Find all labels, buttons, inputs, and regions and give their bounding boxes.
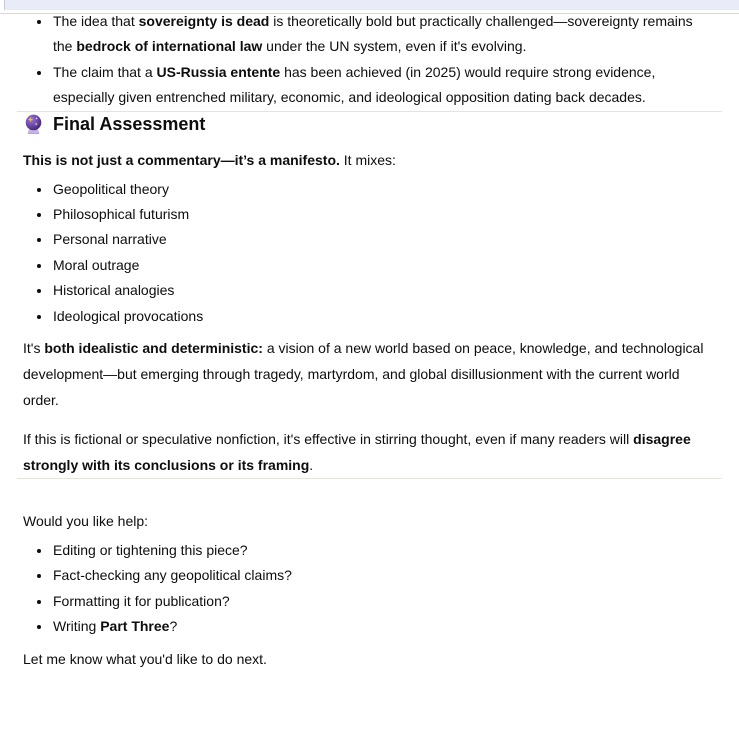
text-run: Writing [53, 618, 101, 635]
text-run: If this is fictional or speculative nonfiction, it's effective in stirring thought, even if many readers will [23, 431, 634, 448]
text-run: . [309, 457, 314, 474]
text-run: is theoretically bold but practically challenged—sovereignty remains the [53, 13, 693, 55]
help-option-item: • Fact-checking any geopolitical claims? [52, 563, 716, 588]
fictional-paragraph [23, 426, 716, 478]
section-divider-bottom [17, 478, 722, 479]
idealistic-paragraph [23, 335, 716, 413]
final-assessment-heading [23, 112, 716, 136]
help-option-item-part-three [52, 614, 716, 639]
assessment-intro [23, 147, 716, 173]
help-prompt: Would you like help: [23, 513, 149, 530]
text-run: The claim that a [53, 63, 157, 80]
text-run: It's [23, 340, 45, 357]
mix-list-item: • Ideological provocations [52, 304, 716, 329]
mix-list-item: • Moral outrage [52, 253, 716, 278]
evaluation-bullet-item-sovereignty [52, 9, 716, 60]
text-run: It mixes: [339, 151, 396, 168]
crystal-ball-icon [23, 113, 44, 134]
evaluation-bullet-list [23, 9, 716, 111]
mix-list-item: • Geopolitical theory [52, 177, 716, 202]
help-option-item: • Editing or tightening this piece? [52, 538, 716, 563]
help-options-list [23, 538, 716, 640]
bold-run: US-Russia entente [156, 63, 281, 80]
bold-run: disagree strongly with its conclusions or its framing [23, 431, 691, 474]
evaluation-bullet-item-entente [52, 60, 716, 111]
text-run: The idea that [53, 13, 139, 29]
text-run: under the UN system, even if it's evolving. [262, 38, 527, 55]
text-run: has been achieved (in 2025) would require strong evidence, especially given entrenched military, economic, and ideological opposition dating back decades. [53, 63, 656, 106]
closing-line: Let me know what you'd like to do next. [23, 650, 267, 667]
bold-run: both idealistic and deterministic: [44, 340, 263, 357]
text-run: ? [169, 618, 178, 635]
heading-text: Final Assessment [53, 113, 206, 134]
mix-list-item: • Personal narrative [52, 227, 716, 252]
bold-run: Part Three [100, 618, 170, 635]
text-run: a vision of a new world based on peace, knowledge, and technological development—but emerging through tragedy, martyrdom, and global disillusionment with the current world order. [23, 340, 704, 409]
mix-list [23, 177, 716, 329]
mix-list-item: • Historical analogies [52, 278, 716, 303]
help-option-item: • Formatting it for publication? [52, 589, 716, 614]
bold-run: This is not just a commentary—it’s a manifesto. [23, 151, 340, 168]
bold-run: bedrock of international law [76, 38, 263, 55]
mix-list-item: • Philosophical futurism [52, 202, 716, 227]
bold-run: sovereignty is dead [138, 13, 270, 29]
